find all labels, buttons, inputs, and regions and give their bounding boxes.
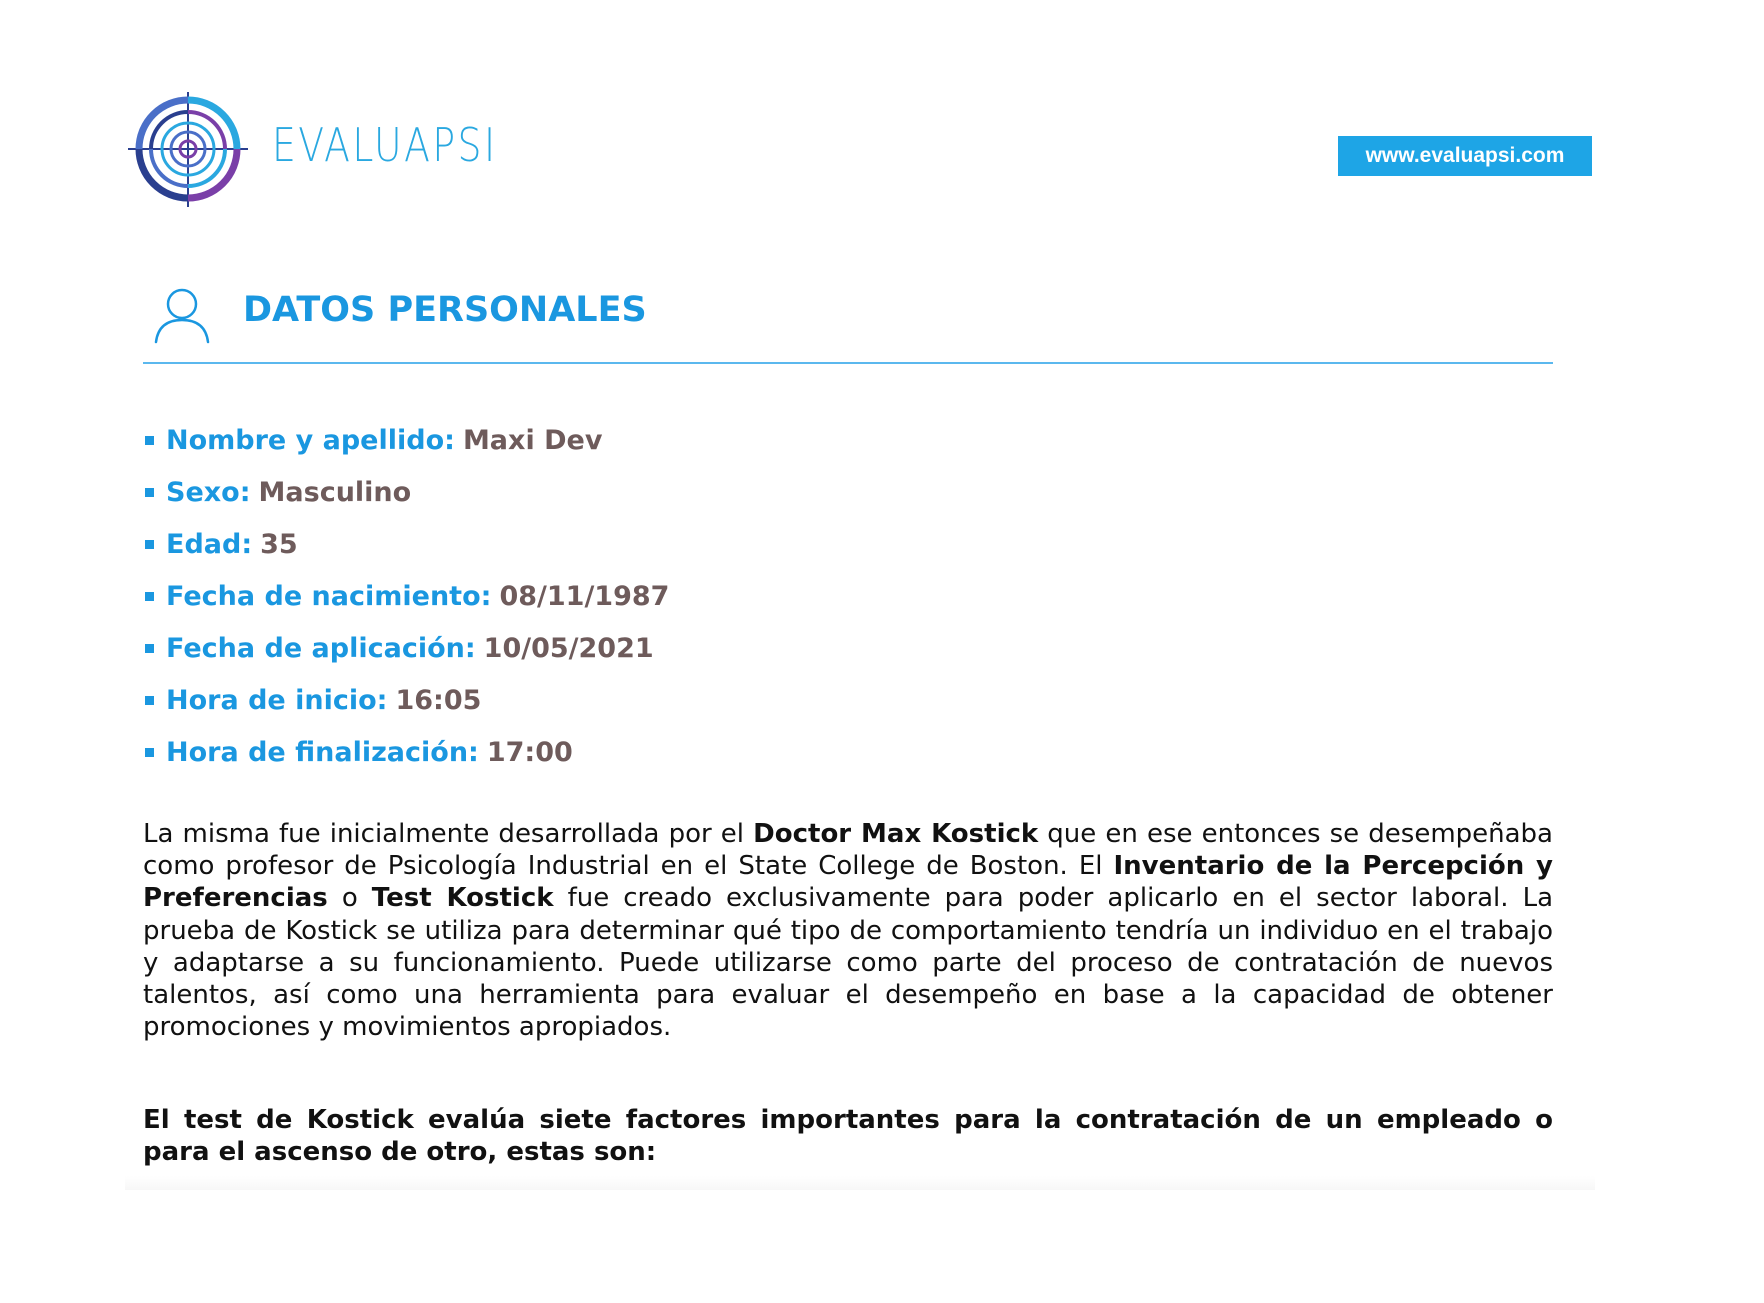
description-paragraph: [143, 818, 1553, 1043]
bullet-icon: [145, 540, 154, 549]
factors-intro: El test de Kostick evalúa siete factores importantes para la contratación de un empleado o para el ascenso de otro, estas son:: [143, 1105, 1553, 1168]
page-bottom-fade: [125, 1176, 1595, 1190]
description-text: fue creado exclusivamente para poder aplicarlo en el sector laboral. La prueba de Kostick se utiliza para determinar qué tipo de comportamiento tendría un individuo en el trabajo y adaptarse a su funcionamiento. Puede utilizarse como parte del proceso de contratación de nuevos talentos, así como una herramienta para evaluar el desempeño en base a la capacidad de obtener promociones y movimientos apropiados.: [143, 883, 1553, 1043]
field-value: Masculino: [258, 476, 412, 508]
bullet-icon: [145, 592, 154, 601]
field-label: Edad:: [166, 528, 253, 560]
field-label: Fecha de nacimiento:: [166, 580, 492, 612]
field-label: Nombre y apellido:: [166, 424, 455, 456]
personal-data-list: [145, 414, 669, 778]
website-url-badge[interactable]: www.evaluapsi.com: [1338, 136, 1592, 176]
field-sexo: [145, 466, 669, 518]
field-value: Maxi Dev: [462, 424, 603, 456]
description-bold: Test Kostick: [371, 883, 554, 914]
section-header: [152, 280, 752, 350]
field-edad: [145, 518, 669, 570]
description-bold: Doctor Max Kostick: [753, 819, 1039, 849]
field-nombre: [145, 414, 669, 466]
description-text: o: [327, 883, 372, 914]
field-value: 16:05: [395, 684, 482, 716]
person-icon: [152, 284, 212, 346]
description-bold: Inventario de la Percepción y Preferencias: [143, 851, 1553, 914]
target-rings-logo-icon: [128, 92, 248, 207]
bullet-icon: [145, 436, 154, 445]
field-value: 35: [260, 528, 298, 560]
section-divider: [143, 362, 1553, 364]
description-text: La misma fue inicialmente desarrollada por el: [143, 819, 754, 849]
bullet-icon: [145, 644, 154, 653]
field-fecha-aplicacion: [145, 622, 669, 674]
field-hora-inicio: [145, 674, 669, 726]
description-text: que en ese entonces se desempeñaba como profesor de Psicología Industrial en el State College de Boston. El: [143, 819, 1553, 882]
field-label: Fecha de aplicación:: [166, 632, 476, 664]
field-value: 17:00: [486, 736, 573, 768]
field-label: Hora de finalización:: [166, 736, 479, 768]
bullet-icon: [145, 488, 154, 497]
field-label: Sexo:: [166, 476, 251, 508]
brand-logo: [128, 92, 498, 207]
field-fecha-nacimiento: [145, 570, 669, 622]
field-value: 10/05/2021: [483, 632, 654, 664]
bullet-icon: [145, 748, 154, 757]
brand-name: EVALUAPSI: [272, 118, 498, 172]
section-title: DATOS PERSONALES: [243, 290, 647, 330]
field-value: 08/11/1987: [499, 580, 670, 612]
field-label: Hora de inicio:: [166, 684, 388, 716]
field-hora-finalizacion: [145, 726, 669, 778]
bullet-icon: [145, 696, 154, 705]
